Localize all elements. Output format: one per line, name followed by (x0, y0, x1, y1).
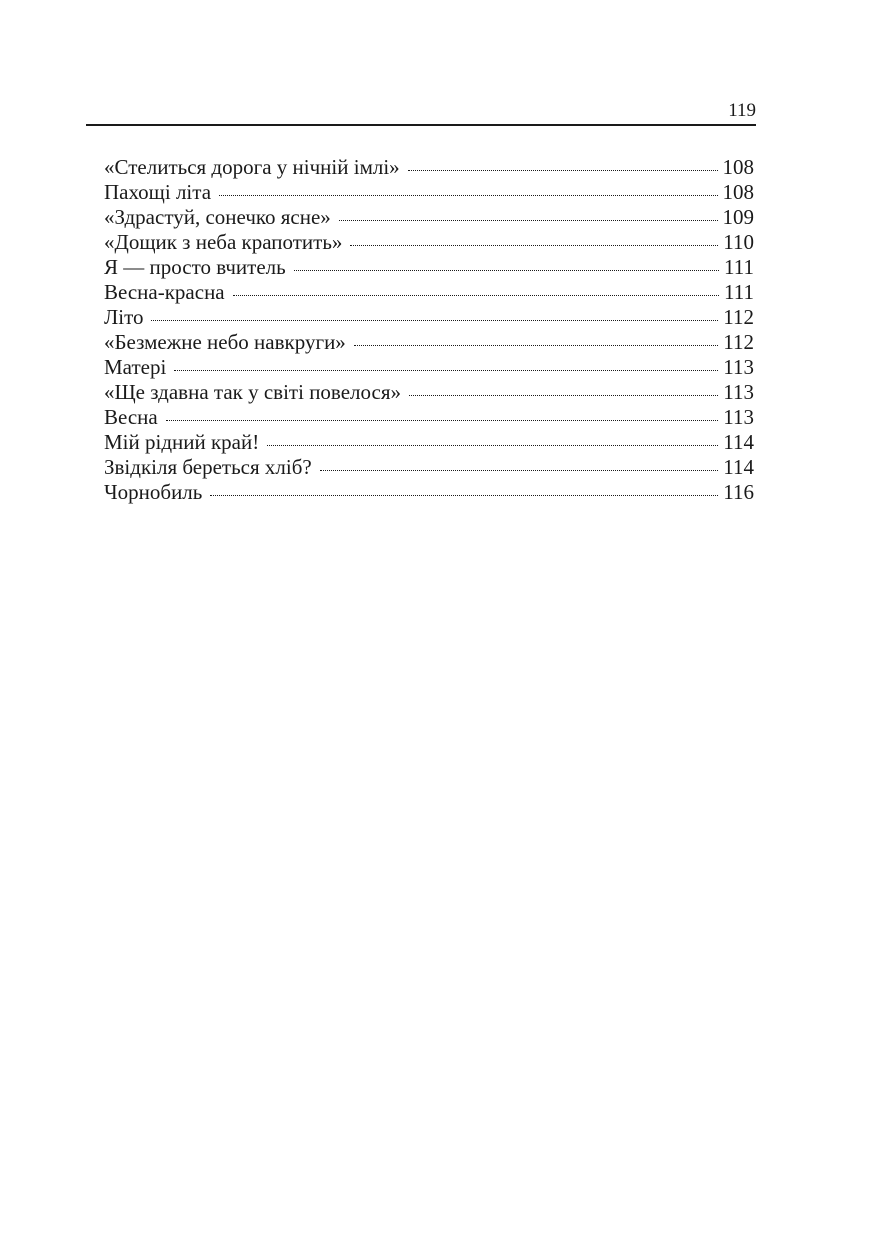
toc-dot-leader (151, 320, 718, 321)
toc-entry (104, 255, 754, 280)
toc-entry-page: 114 (723, 455, 754, 479)
toc-entry-page: 113 (723, 355, 754, 379)
toc-entry (104, 430, 754, 455)
toc-dot-leader (267, 445, 718, 446)
toc-entry-title: Матері (104, 355, 167, 379)
toc-entry-page: 113 (723, 405, 754, 429)
toc-entry (104, 330, 754, 355)
toc-entry-page: 114 (723, 430, 754, 454)
toc-dot-leader (210, 495, 718, 496)
toc-entry (104, 205, 754, 230)
toc-entry-title: Весна-красна (104, 280, 225, 304)
toc-dot-leader (408, 170, 718, 171)
toc-entry (104, 155, 754, 180)
toc-entry (104, 230, 754, 255)
toc-entry-title: Я — просто вчитель (104, 255, 286, 279)
toc-entry-title: Літо (104, 305, 144, 329)
header-rule (86, 124, 756, 126)
toc-dot-leader (233, 295, 719, 296)
toc-dot-leader (166, 420, 719, 421)
toc-entry-page: 108 (722, 180, 754, 204)
toc-entry-page: 109 (722, 205, 754, 229)
toc-entry-page: 112 (723, 305, 754, 329)
toc-entry-page: 111 (724, 280, 754, 304)
toc-entry (104, 405, 754, 430)
toc-entry-page: 116 (723, 480, 754, 504)
toc-entry-title: Звідкіля береться хліб? (104, 455, 312, 479)
toc-entry-title: «Стелиться дорога у нічній імлі» (104, 155, 400, 179)
toc-entry-title: Мій рідний край! (104, 430, 260, 454)
toc-entry-title: «Дощик з неба крапотить» (104, 230, 343, 254)
toc-dot-leader (339, 220, 718, 221)
toc-dot-leader (174, 370, 718, 371)
toc-dot-leader (219, 195, 717, 196)
toc-entry-title: «Здрастуй, сонечко ясне» (104, 205, 331, 229)
toc-entry (104, 305, 754, 330)
toc-entry-title: «Безмежне небо навкруги» (104, 330, 346, 354)
toc-entry-title: «Ще здавна так у світі повелося» (104, 380, 402, 404)
toc-entry (104, 355, 754, 380)
toc-entry-page: 110 (723, 230, 754, 254)
toc-entry (104, 480, 754, 505)
toc-entry-title: Пахощі літа (104, 180, 212, 204)
toc-entry (104, 180, 754, 205)
toc-dot-leader (320, 470, 719, 471)
toc-entry-page: 111 (724, 255, 754, 279)
toc-entry (104, 380, 754, 405)
page-number: 119 (728, 100, 756, 121)
toc-entry-page: 113 (723, 380, 754, 404)
toc-entry-title: Чорнобиль (104, 480, 203, 504)
toc-entry-page: 112 (723, 330, 754, 354)
toc-entry (104, 455, 754, 480)
toc-dot-leader (409, 395, 718, 396)
toc-entry (104, 280, 754, 305)
toc-entry-title: Весна (104, 405, 158, 429)
toc-dot-leader (294, 270, 719, 271)
table-of-contents (104, 155, 754, 505)
toc-dot-leader (354, 345, 718, 346)
toc-entry-page: 108 (722, 155, 754, 179)
toc-dot-leader (350, 245, 718, 246)
